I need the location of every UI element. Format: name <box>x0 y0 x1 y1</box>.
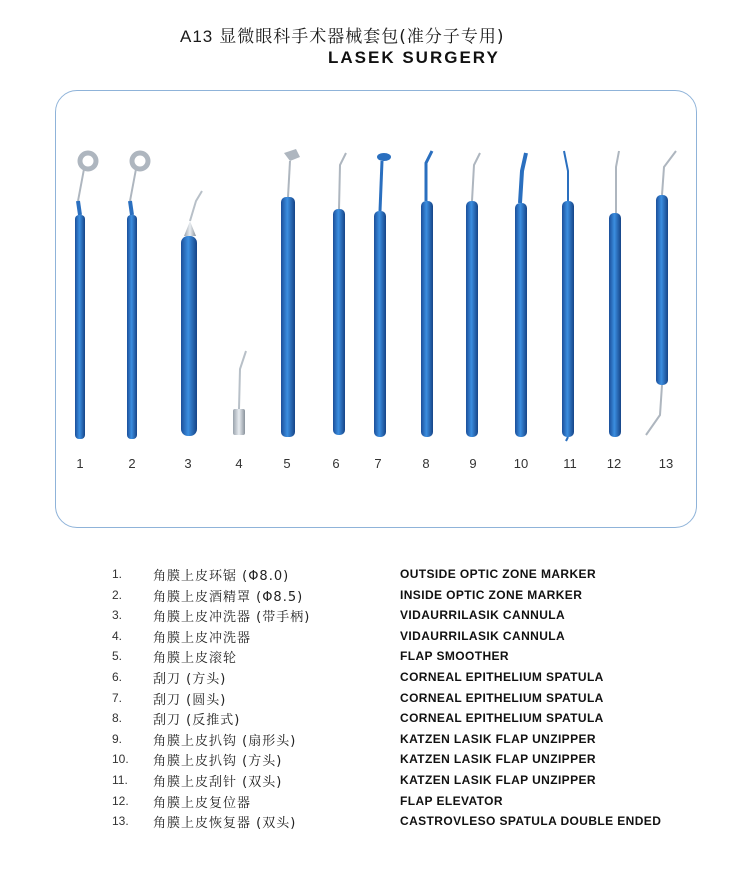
item-number: 7. <box>112 690 123 705</box>
instrument-11 <box>562 151 574 441</box>
instrument-number: 9 <box>469 456 477 471</box>
list-item <box>0 791 750 811</box>
instrument-2 <box>127 153 148 439</box>
instrument-1 <box>75 153 96 439</box>
instrument-number: 1 <box>76 456 84 471</box>
item-name-en: KATZEN LASIK FLAP UNZIPPER <box>400 752 596 767</box>
list-item <box>0 811 750 831</box>
instrument-10 <box>515 153 527 437</box>
item-number: 1. <box>112 567 123 581</box>
item-name-en: FLAP ELEVATOR <box>400 793 503 808</box>
instrument-number: 8 <box>422 456 430 471</box>
instrument-12 <box>609 151 621 437</box>
list-item <box>0 708 750 728</box>
item-name-cn: 角膜上皮冲洗器 (带手柄) <box>153 610 311 626</box>
item-name-en: VIDAURRILASIK CANNULA <box>400 628 566 643</box>
item-name-en: OUTSIDE OPTIC ZONE MARKER <box>400 567 597 581</box>
instrument-number: 6 <box>332 456 340 471</box>
list-item <box>0 626 750 646</box>
instrument-number: 5 <box>283 456 291 471</box>
list-item <box>0 749 750 769</box>
instrument-3 <box>181 191 202 436</box>
list-item <box>0 585 750 605</box>
instrument-number: 13 <box>658 456 674 471</box>
item-name-cn: 角膜上皮酒精罩 (Φ8.5) <box>153 589 304 605</box>
catalog-title-cn <box>180 22 620 47</box>
item-name-cn: 角膜上皮冲洗器 <box>153 630 252 646</box>
item-name-cn: 刮刀 (方头) <box>153 672 227 687</box>
item-number: 8. <box>112 711 123 726</box>
instrument-number: 10 <box>513 456 529 471</box>
instrument-number: 3 <box>184 456 192 471</box>
item-name-cn: 刮刀 (圆头) <box>153 692 227 708</box>
instrument-number: 12 <box>606 456 622 471</box>
item-name-en: INSIDE OPTIC ZONE MARKER <box>400 587 583 602</box>
item-number: 11. <box>112 773 128 787</box>
item-number: 2. <box>112 587 123 602</box>
item-name-en: VIDAURRILASIK CANNULA <box>400 608 566 623</box>
item-name-cn: 角膜上皮环锯 (Φ8.0) <box>153 569 290 584</box>
item-number: 9. <box>112 731 123 746</box>
item-name-en: CASTROVLESO SPATULA DOUBLE ENDED <box>400 814 662 829</box>
instrument-4 <box>233 351 246 435</box>
instrument-number: 2 <box>128 456 136 471</box>
catalog-title-en: LASEK SURGERY <box>328 48 500 67</box>
item-name-cn: 角膜上皮扒钩 (方头) <box>153 754 283 770</box>
item-name-en: CORNEAL EPITHELIUM SPATULA <box>400 690 604 705</box>
list-item <box>0 688 750 708</box>
list-item <box>0 770 750 790</box>
list-item <box>0 605 750 625</box>
item-number: 13. <box>112 814 129 829</box>
item-name-cn: 角膜上皮恢复器 (双头) <box>153 816 297 832</box>
instrument-7 <box>374 153 391 437</box>
list-item <box>0 667 750 687</box>
list-item <box>0 646 750 666</box>
item-number: 6. <box>112 670 123 684</box>
item-number: 3. <box>112 608 123 623</box>
item-name-cn: 角膜上皮复位器 <box>153 795 252 811</box>
item-number: 5. <box>112 649 123 664</box>
catalog-code: A13 <box>180 27 214 46</box>
catalog-title-cn-text: 显微眼科手术器械套包(准分子专用) <box>219 27 505 47</box>
instrument-9 <box>466 153 480 437</box>
item-name-en: KATZEN LASIK FLAP UNZIPPER <box>400 773 596 787</box>
list-item <box>0 729 750 749</box>
item-name-cn: 角膜上皮扒钩 (扇形头) <box>153 733 297 749</box>
list-item <box>0 564 750 584</box>
instrument-6 <box>333 153 346 435</box>
item-name-en: KATZEN LASIK FLAP UNZIPPER <box>400 731 596 746</box>
instrument-number: 7 <box>374 456 382 471</box>
item-name-cn: 角膜上皮刮针 (双头) <box>153 775 283 790</box>
instrument-8 <box>421 151 433 437</box>
item-name-en: CORNEAL EPITHELIUM SPATULA <box>400 670 604 684</box>
item-number: 10. <box>112 752 129 767</box>
instrument-number: 11 <box>563 456 577 471</box>
instrument-number: 4 <box>235 456 243 471</box>
item-number: 4. <box>112 628 123 643</box>
item-name-en: CORNEAL EPITHELIUM SPATULA <box>400 711 604 726</box>
item-number: 12. <box>112 793 129 808</box>
instrument-5 <box>281 149 300 437</box>
item-name-cn: 角膜上皮滚轮 <box>153 651 238 667</box>
item-name-cn: 刮刀 (反推式) <box>153 713 241 729</box>
item-name-en: FLAP SMOOTHER <box>400 649 509 664</box>
instrument-13 <box>646 151 676 435</box>
